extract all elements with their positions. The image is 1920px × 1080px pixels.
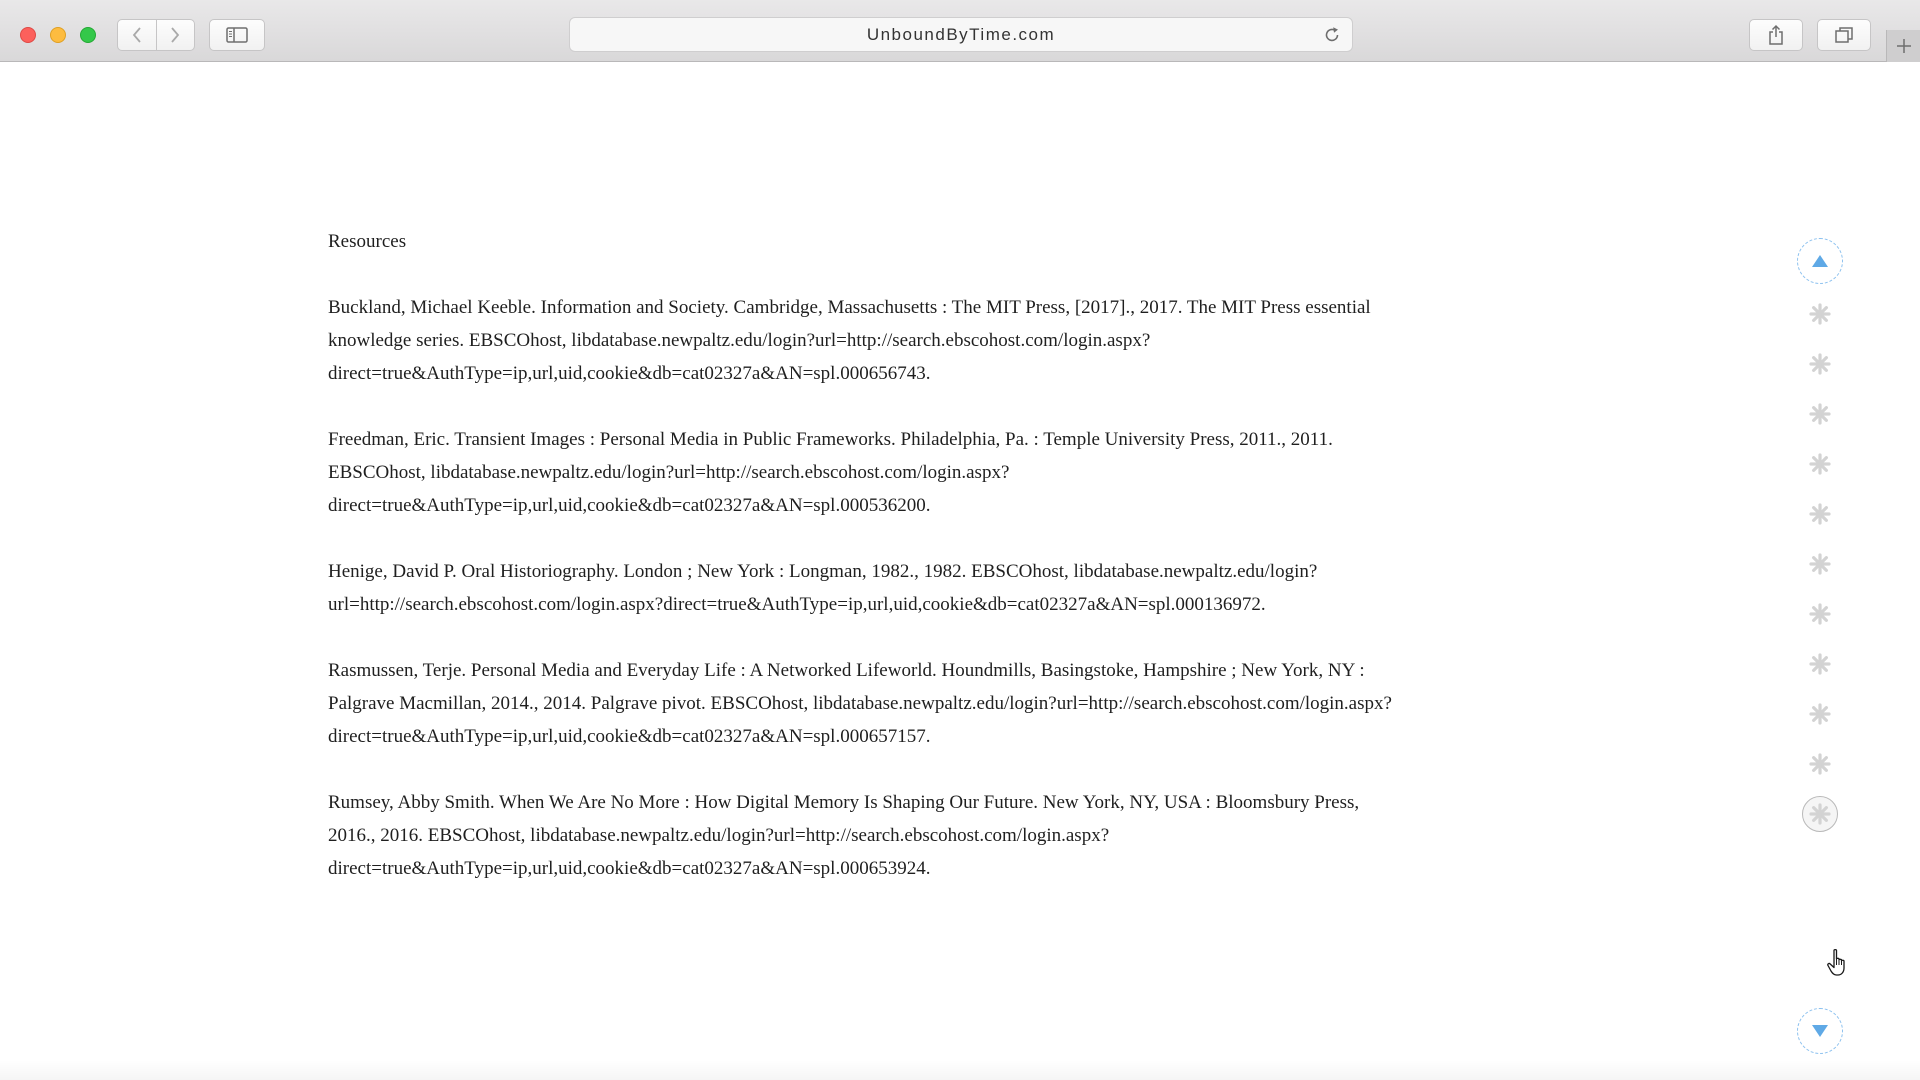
section-nav-dot[interactable] [1806, 750, 1834, 778]
chevron-right-icon [169, 26, 181, 44]
section-nav-dot[interactable] [1806, 450, 1834, 478]
sidebar-icon [226, 27, 248, 43]
asterisk-icon [1808, 602, 1832, 626]
resources-section [328, 225, 1408, 918]
plus-icon [1896, 38, 1912, 54]
section-nav-dot[interactable] [1806, 600, 1834, 628]
asterisk-icon [1808, 802, 1832, 826]
asterisk-icon [1808, 702, 1832, 726]
chevron-left-icon [131, 26, 143, 44]
reference-entry: Buckland, Michael Keeble. Information and Society. Cambridge, Massachusetts : The MIT Press, [2017]., 2017. The MIT Press essential knowledge series. EBSCOhost, libdatabase.newpaltz.edu/login?url=http://search.ebscohost.com/login.aspx?direct=true&AuthType=ip,url,uid,cookie&db=cat02327a&AN=spl.000656743. [328, 297, 1371, 384]
history-nav [117, 19, 195, 51]
forward-button[interactable] [156, 20, 195, 50]
back-button[interactable] [118, 20, 156, 50]
scroll-up-button[interactable] [1797, 238, 1843, 284]
asterisk-icon [1808, 402, 1832, 426]
section-nav-dot[interactable] [1802, 796, 1838, 832]
maximize-window-button[interactable] [80, 27, 96, 43]
asterisk-icon [1808, 302, 1832, 326]
section-nav-dot[interactable] [1806, 550, 1834, 578]
new-tab-button[interactable] [1886, 30, 1920, 62]
section-nav-dot[interactable] [1806, 500, 1834, 528]
section-nav-dot[interactable] [1806, 350, 1834, 378]
tabs-icon [1834, 26, 1854, 44]
page-title: Resources [328, 231, 407, 252]
sidebar-toggle-button[interactable] [209, 19, 265, 51]
section-nav-rail [1797, 238, 1843, 1058]
asterisk-icon [1808, 452, 1832, 476]
pointer-hand-cursor-icon [1826, 948, 1850, 978]
triangle-down-icon [1811, 1024, 1829, 1038]
scroll-down-button[interactable] [1797, 1008, 1843, 1054]
section-nav-dot[interactable] [1806, 400, 1834, 428]
reference-entry: Rumsey, Abby Smith. When We Are No More : How Digital Memory Is Shaping Our Future. New York, NY, USA : Bloomsbury Press, 2016., 2016. EBSCOhost, libdatabase.newpaltz.edu/login?url=http://search.ebscohost.com/login.aspx?direct=true&AuthType=ip,url,uid,cookie&db=cat02327a&AN=spl.000653924. [328, 792, 1360, 879]
reference-entry: Freedman, Eric. Transient Images : Personal Media in Public Frameworks. Philadelphia, Pa. : Temple University Press, 2011., 2011. EBSCOhost, libdatabase.newpaltz.edu/login?url=http://search.ebscohost.com/login.aspx?direct=true&AuthType=ip,url,uid,cookie&db=cat02327a&AN=spl.000536200. [328, 429, 1333, 516]
address-bar[interactable] [569, 17, 1353, 52]
section-nav-dot[interactable] [1806, 300, 1834, 328]
reload-icon[interactable] [1322, 25, 1342, 45]
close-window-button[interactable] [20, 27, 36, 43]
section-nav-dot[interactable] [1806, 700, 1834, 728]
url-text: UnboundByTime.com [866, 24, 1056, 44]
bottom-shadow [0, 1060, 1920, 1080]
tab-overview-button[interactable] [1817, 19, 1871, 51]
asterisk-icon [1808, 552, 1832, 576]
triangle-up-icon [1811, 254, 1829, 268]
page-content [0, 62, 1920, 1080]
minimize-window-button[interactable] [50, 27, 66, 43]
asterisk-icon [1808, 352, 1832, 376]
browser-toolbar [0, 0, 1920, 62]
reference-entry: Henige, David P. Oral Historiography. London ; New York : Longman, 1982., 1982. EBSCOhost, libdatabase.newpaltz.edu/login?url=http://search.ebscohost.com/login.aspx?direct=true&AuthType=ip,url,uid,cookie&db=cat02327a&AN=spl.000136972. [328, 561, 1318, 615]
reference-entry: Rasmussen, Terje. Personal Media and Everyday Life : A Networked Lifeworld. Houndmills, Basingstoke, Hampshire ; New York, NY : Palgrave Macmillan, 2014., 2014. Palgrave pivot. EBSCOhost, libdatabase.newpaltz.edu/login?url=http://search.ebscohost.com/login.aspx?direct=true&AuthType=ip,url,uid,cookie&db=cat02327a&AN=spl.000657157. [328, 660, 1392, 747]
asterisk-icon [1808, 502, 1832, 526]
asterisk-icon [1808, 752, 1832, 776]
asterisk-icon [1808, 652, 1832, 676]
section-nav-dot[interactable] [1806, 650, 1834, 678]
share-icon [1767, 24, 1785, 46]
share-button[interactable] [1749, 19, 1803, 51]
